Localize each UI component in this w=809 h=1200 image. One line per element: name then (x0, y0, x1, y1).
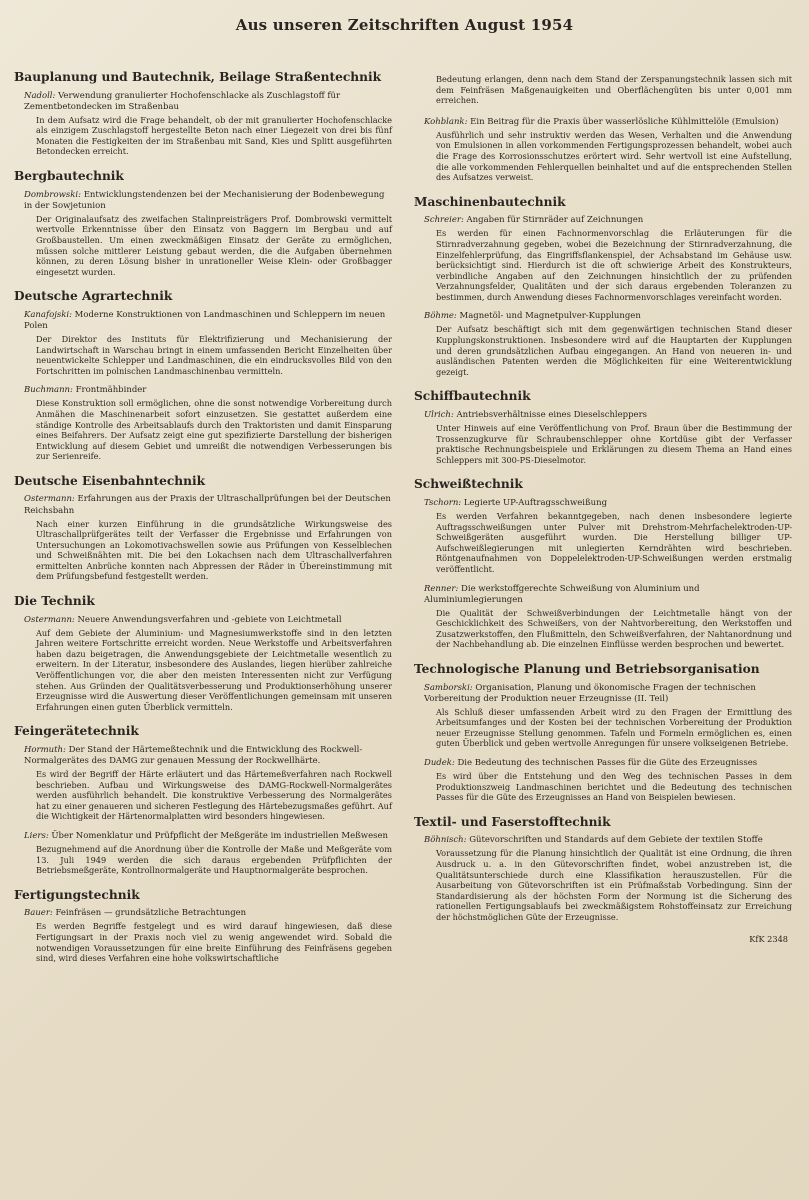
section-title: Maschinenbautechnik (414, 194, 566, 209)
section (414, 195, 792, 378)
article-body: Der Direktor des Instituts für Elektrifizierung und Mechanisierung der Landwirtschaft in Warschau bringt in einem umfassenden Bericht Einzelheiten über neuentwickelte Schlepper und Landmaschinen, die ein eindrucksvolles Bild von den Fortschritten im polnischen Landmaschinenbau vermitteln. (36, 333, 392, 376)
article-head (14, 190, 392, 212)
article-author: Ostermann: (24, 494, 75, 505)
article-author: Bauer: (24, 908, 53, 919)
article-head (14, 908, 392, 919)
section-title: Fertigungstechnik (14, 887, 140, 902)
article (414, 584, 792, 650)
article-headline: Verwendung granulierter Hochofenschlacke als Zuschlagstoff für Zementbetondecken im Straßenbau (24, 90, 341, 112)
article-headline: Gütevorschriften und Standards auf dem Gebiete der textilen Stoffe (469, 835, 763, 846)
section (414, 117, 792, 183)
section (14, 474, 392, 582)
article-body: Unter Hinweis auf eine Veröffentlichung von Prof. Braun über die Bestimmung der Trossenzugkurve für Schraubenschlepper ohne Kortdüse gibt der Verfasser praktische Rechnungsbeispiele und Erklärungen zu diesem Thema an Hand eines Schleppers mit 300-PS-Dieselmotor. (436, 423, 792, 465)
article-headline: Magnetöl- und Magnetpulver-Kupplungen (459, 311, 641, 322)
article-head (414, 311, 792, 322)
section-title: Technologische Planung und Betriebsorganisation (414, 661, 760, 676)
left-column (14, 70, 392, 976)
article-headline: Feinfräsen — grundsätzliche Betrachtungen (55, 908, 247, 919)
article-author: Böhme: (424, 311, 457, 322)
section-title: Bergbautechnik (14, 169, 124, 184)
article (414, 683, 792, 749)
article-headline: Neuere Anwendungsverfahren und -gebiete von Leichtmetall (77, 614, 342, 625)
article-head (414, 758, 792, 769)
article (14, 310, 392, 376)
article-author: Buchmann: (24, 385, 73, 396)
article-author: Hormuth: (24, 744, 66, 755)
article-author: Kohblank: (424, 116, 468, 127)
section (14, 169, 392, 277)
article (14, 745, 392, 822)
article-head (414, 835, 792, 846)
article-body: Der Originalaufsatz des zweifachen Stalinpreisträgers Prof. Dombrowski vermittelt wertvolle Erkenntnisse über den Einsatz von Baggern im Bergbau und auf Großbaustellen. Um einen zweckmäßigen Einsatz der Geräte zu ermöglichen, müssen solche mittlerer Leistung gebaut werden, die die Aufgaben übernehmen können, zu deren Lösung bisher in unrationeller Weise Klein- oder Großbagger eingesetzt wurden. (36, 213, 392, 277)
article-headline: Frontmähbinder (75, 385, 147, 396)
section-title: Textil- und Faserstofftechnik (414, 814, 611, 829)
article-body: Bezugnehmend auf die Anordnung über die Kontrolle der Maße und Meßgeräte vom 13. Juli 1949 werden die sich daraus ergebenden Prüfpflichten der Betriebsmeßgeräte, Kontrollnormalgeräte und Hauptnormalgeräte besprochen. (36, 844, 392, 876)
section (14, 724, 392, 875)
article (14, 190, 392, 278)
article-head (414, 683, 792, 705)
article-body: Es werden Verfahren bekanntgegeben, nach denen insbesondere legierte Auftragsschweißungen unter Pulver mit Drehstrom-Mehrfachelektroden-UP-Schweißgeräten ausgeführt wurden. Die Herstellung billiger UP-Aufschweißlegierungen mit unlegierten Kerndrähten wird beschrieben. Röntgenaufnahmen von Doppelelektroden-UP-Schweißungen werden erstmalig veröffentlicht. (436, 511, 792, 574)
article (14, 91, 392, 157)
article-head (14, 831, 392, 842)
article-author: Tschorn: (424, 497, 462, 508)
section-title: Deutsche Agrartechnik (14, 289, 173, 304)
section (414, 389, 792, 465)
article-head (414, 215, 792, 226)
article-body: Ausführlich und sehr instruktiv werden das Wesen, Verhalten und die Anwendung von Emulsionen in allen vorkommenden Fertigungsprozessen behandelt, wobei auch die Frage des Korrosionsschutzes erörtert wird. Sehr wertvoll ist eine Aufstellung, die alle vorkommenden Fehlerquellen beinhaltet und auf die entsprechenden Stellen des Aufsatzes verweist. (436, 129, 792, 183)
article-head (414, 117, 792, 128)
article (14, 615, 392, 713)
signature: KfK 2348 (749, 934, 788, 945)
article-headline: Antriebsverhältnisse eines Dieselschleppers (456, 409, 648, 420)
article-author: Samborski: (424, 682, 473, 693)
article-headline: Organisation, Planung und ökonomische Fragen der technischen Vorbereitung der Produktion neuer Erzeugnisse (II. Teil) (424, 682, 756, 704)
article-author: Dombrowski: (24, 189, 81, 200)
article-author: Schreier: (424, 215, 464, 226)
article (414, 410, 792, 465)
section (414, 477, 792, 650)
article-author: Kanafojski: (24, 309, 72, 320)
article (14, 494, 392, 582)
article-body: Als Schluß dieser umfassenden Arbeit wird zu den Fragen der Ermittlung des Arbeitsumfanges und der Kosten bei der technischen Vorbereitung der Produktion neuer Erzeugnisse Stellung genommen. Tafeln und Formeln ermöglichen es, einen guten Überblick und geben wertvolle Anregungen für unsere volkseigenen Betriebe. (436, 706, 792, 749)
article-head (14, 310, 392, 332)
article (414, 835, 792, 922)
article-headline: Erfahrungen aus der Praxis der Ultraschallprüfungen bei der Deutschen Reichsbahn (24, 494, 391, 516)
article (414, 758, 792, 803)
article (14, 831, 392, 876)
article-author: Renner: (424, 583, 459, 594)
article-body: Voraussetzung für die Planung hinsichtlich der Qualität ist eine Ordnung, die ihren Ausdruck u. a. in den Gütevorschriften findet, wobei anzustreben ist, die Qualitätsunterschiede durch eine Klassifikation herauszustellen. Für die Ausarbeitung von Gütevorschriften ist ein Prüfmaßstab Vorbedingung. Sinn der Standardisierung als der höchsten Form der Normung ist die Sicherung des rationellen Fertigungsablaufs bei zweckmäßigstem Rohstoffeinsatz zur Erreichung der höchstmöglichen Güte der Erzeugnisse. (436, 848, 792, 922)
article-head (14, 494, 392, 516)
article-headline: Moderne Konstruktionen von Landmaschinen und Schleppern im neuen Polen (24, 309, 386, 331)
section-title: Deutsche Eisenbahntechnik (14, 473, 206, 488)
article-headline: Ein Beitrag für die Praxis über wasserlösliche Kühlmittelöle (Emulsion) (470, 116, 779, 127)
article-head (14, 745, 392, 767)
section-title: Schiffbautechnik (414, 389, 531, 404)
article-headline: Angaben für Stirnräder auf Zeichnungen (466, 215, 644, 226)
article-body: Es werden für einen Fachnormenvorschlag die Erläuterungen für die Stirnradverzahnung gegeben, wobei die Bezeichnung der Stirnradverzahnung, die Einzelfehlerprüfung, das Eingriffsflankenspiel, der Achsabstand im Gehäuse usw. berücksichtigt sind. Hierdurch ist die oft schwierige Arbeit des Konstrukteurs, verbindliche Angaben auf den Zeichnungen hinsichtlich der zu prüfenden Verzahnungsfelder, Qualitäten und der sich daraus ergebenden Toleranzen zu bestimmen, durch Anwendung dieses Fachnormenvorschlages vereinfacht worden. (436, 228, 792, 302)
article-author: Dudek: (424, 757, 455, 768)
article-author: Liers: (24, 830, 49, 841)
article-head (414, 498, 792, 509)
article-body: Es werden Begriffe festgelegt und es wird darauf hingewiesen, daß diese Fertigungsart in der Praxis noch viel zu wenig angewendet wird. Sobald die notwendigen Voraussetzungen für eine breite Einführung des Feinfräsens gegeben sind, wird dieses Verfahren eine hohe volkswirtschaftliche (36, 921, 392, 964)
section-title: Schweißtechnik (414, 477, 523, 492)
article-author: Ostermann: (24, 614, 75, 625)
article-head (14, 385, 392, 396)
article-body: In dem Aufsatz wird die Frage behandelt, ob der mit granulierter Hochofenschlacke als einzigem Zuschlagstoff hergestellte Beton nach einer Liegezeit von drei bis fünf Monaten die Festigkeiten der im Straßenbau mit Sand, Kies und Splitt ausgeführten Betondecken erreicht. (36, 114, 392, 157)
continued-text: Bedeutung erlangen, denn nach dem Stand der Zerspanungstechnik lassen sich mit dem Feinfräsen Maßgenauigkeiten und Oberflächengüten bis unter 0,001 mm erreichen. (436, 74, 792, 106)
article (14, 908, 392, 963)
article-headline: Die Bedeutung des technischen Passes für die Güte des Erzeugnisses (457, 757, 758, 768)
article-body: Der Aufsatz beschäftigt sich mit dem gegenwärtigen technischen Stand dieser Kupplungskonstruktionen. Insbesondere wird auf die Hauptarten der Kupplungen und deren grundsätzlichen Aufbau eingegangen. An Hand von neueren in- und ausländischen Patenten werden die Möglichkeiten für eine Weiterentwicklung gezeigt. (436, 324, 792, 377)
article-head (14, 615, 392, 626)
article-body: Auf dem Gebiete der Aluminium- und Magnesiumwerkstoffe sind in den letzten Jahren weitere Fortschritte erreicht worden. Neue Werkstoffe und Arbeitsverfahren haben dazu beigetragen, die Anwendungsgebiete der Leichtmetalle wesentlich zu erweitern. In der Literatur, insbesondere des Auslandes, liegen hierüber zahlreiche Veröffentlichungen vor, die aber den meisten Interessenten nicht zur Verfügung stehen. Aus Gründen der Qualitätsverbesserung und Produktionserhöhung unserer Erzeugnisse wird die Auswertung dieser Veröffentlichungen gemeinsam mit unseren Erfahrungen einen guten Überblick vermitteln. (36, 627, 392, 712)
section-title: Die Technik (14, 594, 95, 609)
article-headline: Über Nomenklatur und Prüfpflicht der Meßgeräte im industriellen Meßwesen (51, 830, 388, 841)
section (14, 888, 392, 964)
right-column (414, 74, 792, 944)
article-author: Nadoll: (24, 90, 56, 101)
article-body: Es wird über die Entstehung und den Weg des technischen Passes in dem Produktionszweig Landmaschinen berichtet und die Bedeutung des technischen Passes für die Güte des Erzeugnisses an Hand von Beispielen bewiesen. (436, 771, 792, 803)
article (414, 117, 792, 183)
article-author: Ulrich: (424, 409, 454, 420)
article-head (14, 91, 392, 113)
article-author: Böhnisch: (424, 835, 467, 846)
article-head (414, 410, 792, 421)
page-title: Aus unseren Zeitschriften August 1954 (235, 16, 574, 34)
right-column-sections (414, 117, 792, 923)
article-head (414, 584, 792, 606)
article (14, 385, 392, 462)
section (14, 70, 392, 157)
section (414, 815, 792, 923)
article-headline: Legierte UP-Auftragsschweißung (463, 497, 608, 508)
article (414, 498, 792, 575)
section (14, 594, 392, 712)
section (14, 289, 392, 462)
article-headline: Der Stand der Härtemeßtechnik und die Entwicklung des Rockwell-Normalgerätes des DAMG zur genauen Messung der Rockwellhärte. (24, 744, 363, 767)
section-title: Bauplanung und Bautechnik, Beilage Straßentechnik (14, 70, 382, 84)
article-body: Es wird der Begriff der Härte erläutert und das Härtemeßverfahren nach Rockwell beschrieben. Aufbau und Wirkungsweise des DAMG-Rockwell-Normalgerätes werden ausführlich behandelt. Die konstruktive Verbesserung des Normalgerätes hat zu einer genaueren und sicheren Festlegung des Härtebezugsmaßes geführt. Auf die Wichtigkeit der Härtenormalplatten wird besonders hingewiesen. (36, 769, 392, 822)
article-headline: Die werkstoffgerechte Schweißung von Aluminium und Aluminiumlegierungen (424, 583, 700, 605)
article-body: Nach einer kurzen Einführung in die grundsätzliche Wirkungsweise des Ultraschallprüfgerätes teilt der Verfasser die Ergebnisse und Erfahrungen von Untersuchungen an Lokomotivachswellen sowie aus Prüfungen von Kesselblechen und Schweißnähten mit. Die bei den Lokachsen nach dem Ultraschallverfahren ermittelten Anbrüche konnten nach Abpressen der Räder in Übereinstimmung mit dem Prüfungsbefund festgestellt werden. (36, 518, 392, 582)
article-body: Die Qualität der Schweißverbindungen der Leichtmetalle hängt von der Geschicklichkeit des Schweißers, von der Nahtvorbereitung, den Werkstoffen und Zusatzwerkstoffen, den Flußmitteln, den Schweißverfahren, der Nahtanordnung und der Nachbehandlung ab. Die einzelnen Einflüsse werden besprochen und bewertet. (436, 607, 792, 650)
section-title: Feingerätetechnik (14, 724, 139, 739)
article (414, 215, 792, 302)
article-headline: Entwicklungstendenzen bei der Mechanisierung der Bodenbewegung in der Sowjetunion (24, 189, 385, 211)
article-body: Diese Konstruktion soll ermöglichen, ohne die sonst notwendige Vorbereitung durch Anmähen die Maschinenarbeit sofort einzusetzen. Sie gestattet außerdem eine ständige Kontrolle des Arbeitsablaufs durch den Traktoristen und damit Einsparung eines Beifahrers. Der Aufsatz zeigt eine gut spezifizierte Darstellung der bisherigen Entwicklung auf diesem Gebiet und umreißt die notwendigen Verbesserungen bis zur Serienreife. (36, 398, 392, 462)
article (414, 311, 792, 377)
section (414, 662, 792, 803)
